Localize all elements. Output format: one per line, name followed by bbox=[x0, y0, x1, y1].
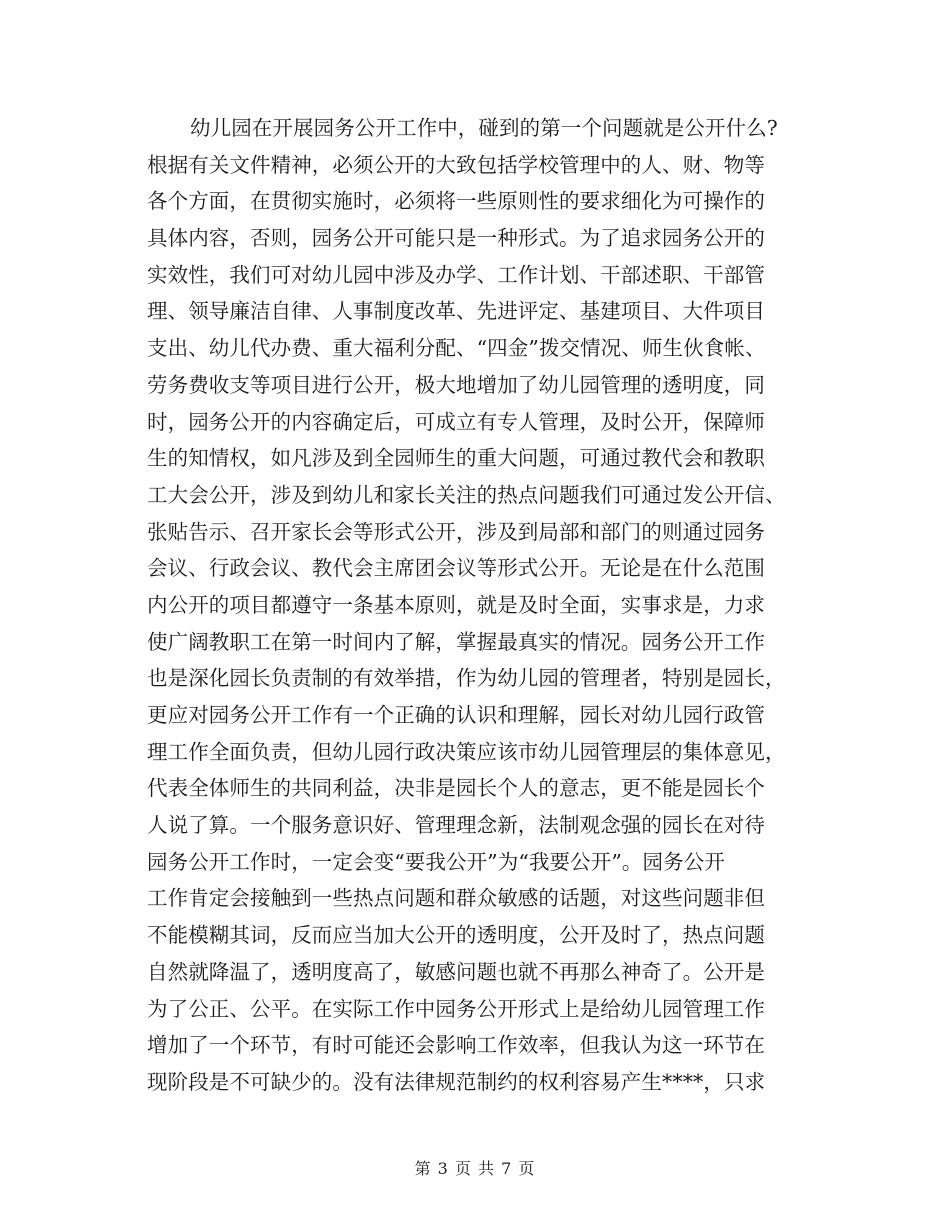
paragraph-line: 劳务费收支等项目进行公开，极大地增加了幼儿园管理的透明度，同 bbox=[147, 372, 765, 397]
paragraph-line: 理工作全面负责，但幼儿园行政决策应该市幼儿园管理层的集体意见， bbox=[147, 739, 786, 764]
paragraph-line: 代表全体师生的共同利益，决非是园长个人的意志，更不能是园长个 bbox=[147, 776, 765, 801]
document-body bbox=[147, 110, 807, 1101]
paragraph-line: 更应对园务公开工作有一个正确的认识和理解，园长对幼儿园行政管 bbox=[147, 703, 765, 727]
paragraph-line: 自然就降温了，透明度高了，敏感问题也就不再那么神奇了。公开是 bbox=[147, 959, 765, 984]
paragraph-line: 人说了算。一个服务意识好、管理理念新，法制观念强的园长在对待 bbox=[147, 813, 765, 838]
page-number-footer: 第 3 页 共 7 页 bbox=[414, 1159, 536, 1178]
paragraph-line: 工大会公开，涉及到幼儿和家长关注的热点问题我们可通过发公开信、 bbox=[147, 482, 786, 507]
paragraph-line: 不能模糊其词，反而应当加大公开的透明度，公开及时了，热点问题 bbox=[147, 923, 765, 948]
paragraph-line: 支出、幼儿代办费、重大福利分配、“四金”拨交情况、师生伙食帐、 bbox=[147, 336, 766, 361]
paragraph-line: 实效性，我们可对幼儿园中涉及办学、工作计划、干部述职、干部管 bbox=[147, 262, 765, 287]
paragraph-line: 现阶段是不可缺少的。没有法律规范制约的权利容易产生****，只求 bbox=[147, 1069, 766, 1094]
paragraph-line: 内公开的项目都遵守一条基本原则，就是及时全面，实事求是，力求 bbox=[147, 592, 765, 617]
paragraph-line: 也是深化园长负责制的有效举措，作为幼儿园的管理者，特别是园长， bbox=[147, 666, 786, 691]
paragraph-line: 使广阔教职工在第一时间内了解，掌握最真实的情况。园务公开工作 bbox=[147, 629, 765, 654]
paragraph-line: 各个方面，在贯彻实施时，必须将一些原则性的要求细化为可操作的 bbox=[147, 189, 765, 214]
paragraph-line: 为了公正、公平。在实际工作中园务公开形式上是给幼儿园管理工作 bbox=[147, 996, 765, 1021]
paragraph-line: 根据有关文件精神，必须公开的大致包括学校管理中的人、财、物等 bbox=[147, 152, 765, 177]
paragraph-line: 园务公开工作时，一定会变“要我公开”为“我要公开”。园务公开 bbox=[147, 849, 725, 874]
paragraph-line: 工作肯定会接触到一些热点问题和群众敏感的话题，对这些问题非但 bbox=[147, 886, 765, 911]
paragraph-line: 会议、行政会议、教代会主席团会议等形式公开。无论是在什么范围 bbox=[147, 556, 765, 581]
paragraph-line: 时，园务公开的内容确定后，可成立有专人管理，及时公开，保障师 bbox=[147, 409, 765, 434]
paragraph-line: 张贴告示、召开家长会等形式公开，涉及到局部和部门的则通过园务 bbox=[147, 519, 765, 544]
paragraph-line: 具体内容，否则，园务公开可能只是一种形式。为了追求园务公开的 bbox=[147, 226, 765, 251]
paragraph-line: 生的知情权，如凡涉及到全园师生的重大问题，可通过教代会和教职 bbox=[147, 446, 765, 471]
paragraph-line: 增加了一个环节，有时可能还会影响工作效率，但我认为这一环节在 bbox=[147, 1033, 765, 1058]
paragraph-line: 理、领导廉洁自律、人事制度改革、先进评定、基建项目、大件项目 bbox=[147, 299, 765, 324]
paragraph-line: 幼儿园在开展园务公开工作中，碰到的第一个问题就是公开什么? bbox=[190, 116, 778, 140]
